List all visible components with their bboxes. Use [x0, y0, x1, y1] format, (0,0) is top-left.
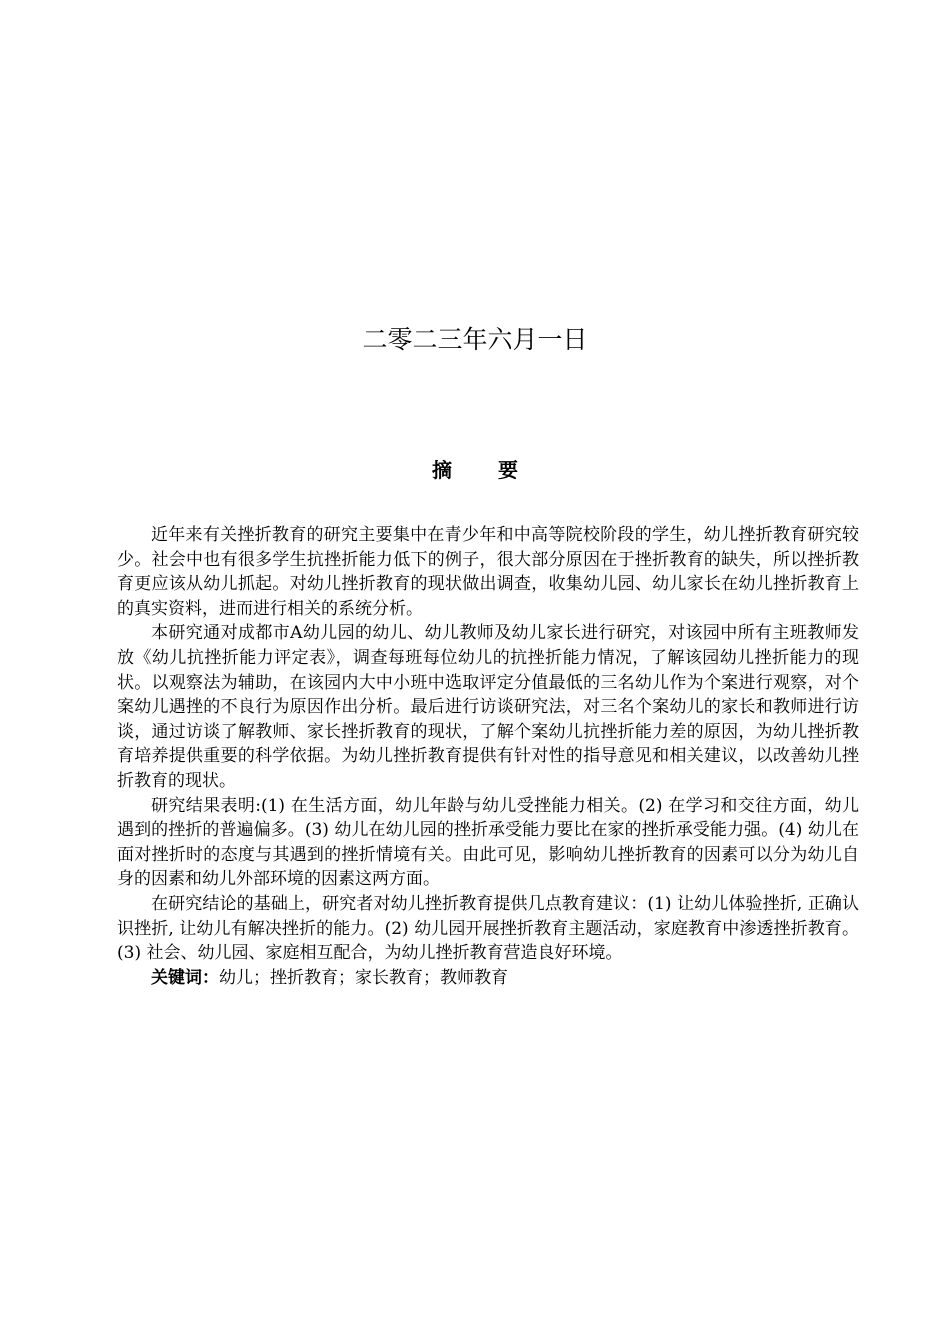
abstract-heading	[0, 455, 950, 485]
abstract-paragraph-1: 近年来有关挫折教育的研究主要集中在青少年和中高等院校阶段的学生，幼儿挫折教育研究较少。社会中也有很多学生抗挫折能力低下的例子，很大部分原因在于挫折教育的缺失，所以挫折教育更应该从幼儿抓起。对幼儿挫折教育的现状做出调查，收集幼儿园、幼儿家长在幼儿挫折教育上的真实资料，进而进行相关的系统分析。	[117, 525, 859, 619]
keywords-label: 关键词：	[151, 967, 219, 988]
document-date: 二零二三年六月一日	[362, 325, 588, 354]
abstract-paragraph-4: 在研究结论的基础上，研究者对幼儿挫折教育提供几点教育建议：(1) 让幼儿体验挫折, 正确认识挫折, 让幼儿有解决挫折的能力。(2) 幼儿园开展挫折教育主题活动，家庭教育中渗透挫折教育。(3) 社会、幼儿园、家庭相互配合，为幼儿挫折教育营造良好环境。	[117, 893, 859, 964]
keywords-line	[117, 966, 859, 991]
abstract-paragraph-2: 本研究通对成都市A幼儿园的幼儿、幼儿教师及幼儿家长进行研究，对该园中所有主班教师发放《幼儿抗挫折能力评定表》，调查每班每位幼儿的抗挫折能力情况，了解该园幼儿挫折能力的现状。以观察法为辅助，在该园内大中小班中选取评定分值最低的三名幼儿作为个案进行观察，对个案幼儿遇挫的不良行为原因作出分析。最后进行访谈研究法，对三名个案幼儿的家长和教师进行访谈，通过访谈了解教师、家长挫折教育的现状，了解个案幼儿抗挫折能力差的原因，为幼儿挫折教育培养提供重要的科学依据。为幼儿挫折教育提供有针对性的指导意见和相关建议，以改善幼儿挫折教育的现状。	[117, 623, 859, 791]
abstract-heading-char-2: 要	[498, 458, 518, 482]
abstract-paragraph-3: 研究结果表明:(1) 在生活方面，幼儿年龄与幼儿受挫能力相关。(2) 在学习和交往方面，幼儿遇到的挫折的普遍偏多。(3) 幼儿在幼儿园的挫折承受能力要比在家的挫折承受能力强。(4) 幼儿在面对挫折时的态度与其遇到的挫折情境有关。由此可见，影响幼儿挫折教育的因素可以分为幼儿自身的因素和幼儿外部环境的因素这两方面。	[117, 795, 859, 890]
abstract-body	[117, 523, 859, 990]
keywords-list: 幼儿；挫折教育；家长教育；教师教育	[219, 967, 508, 988]
abstract-heading-char-1: 摘	[432, 458, 452, 482]
